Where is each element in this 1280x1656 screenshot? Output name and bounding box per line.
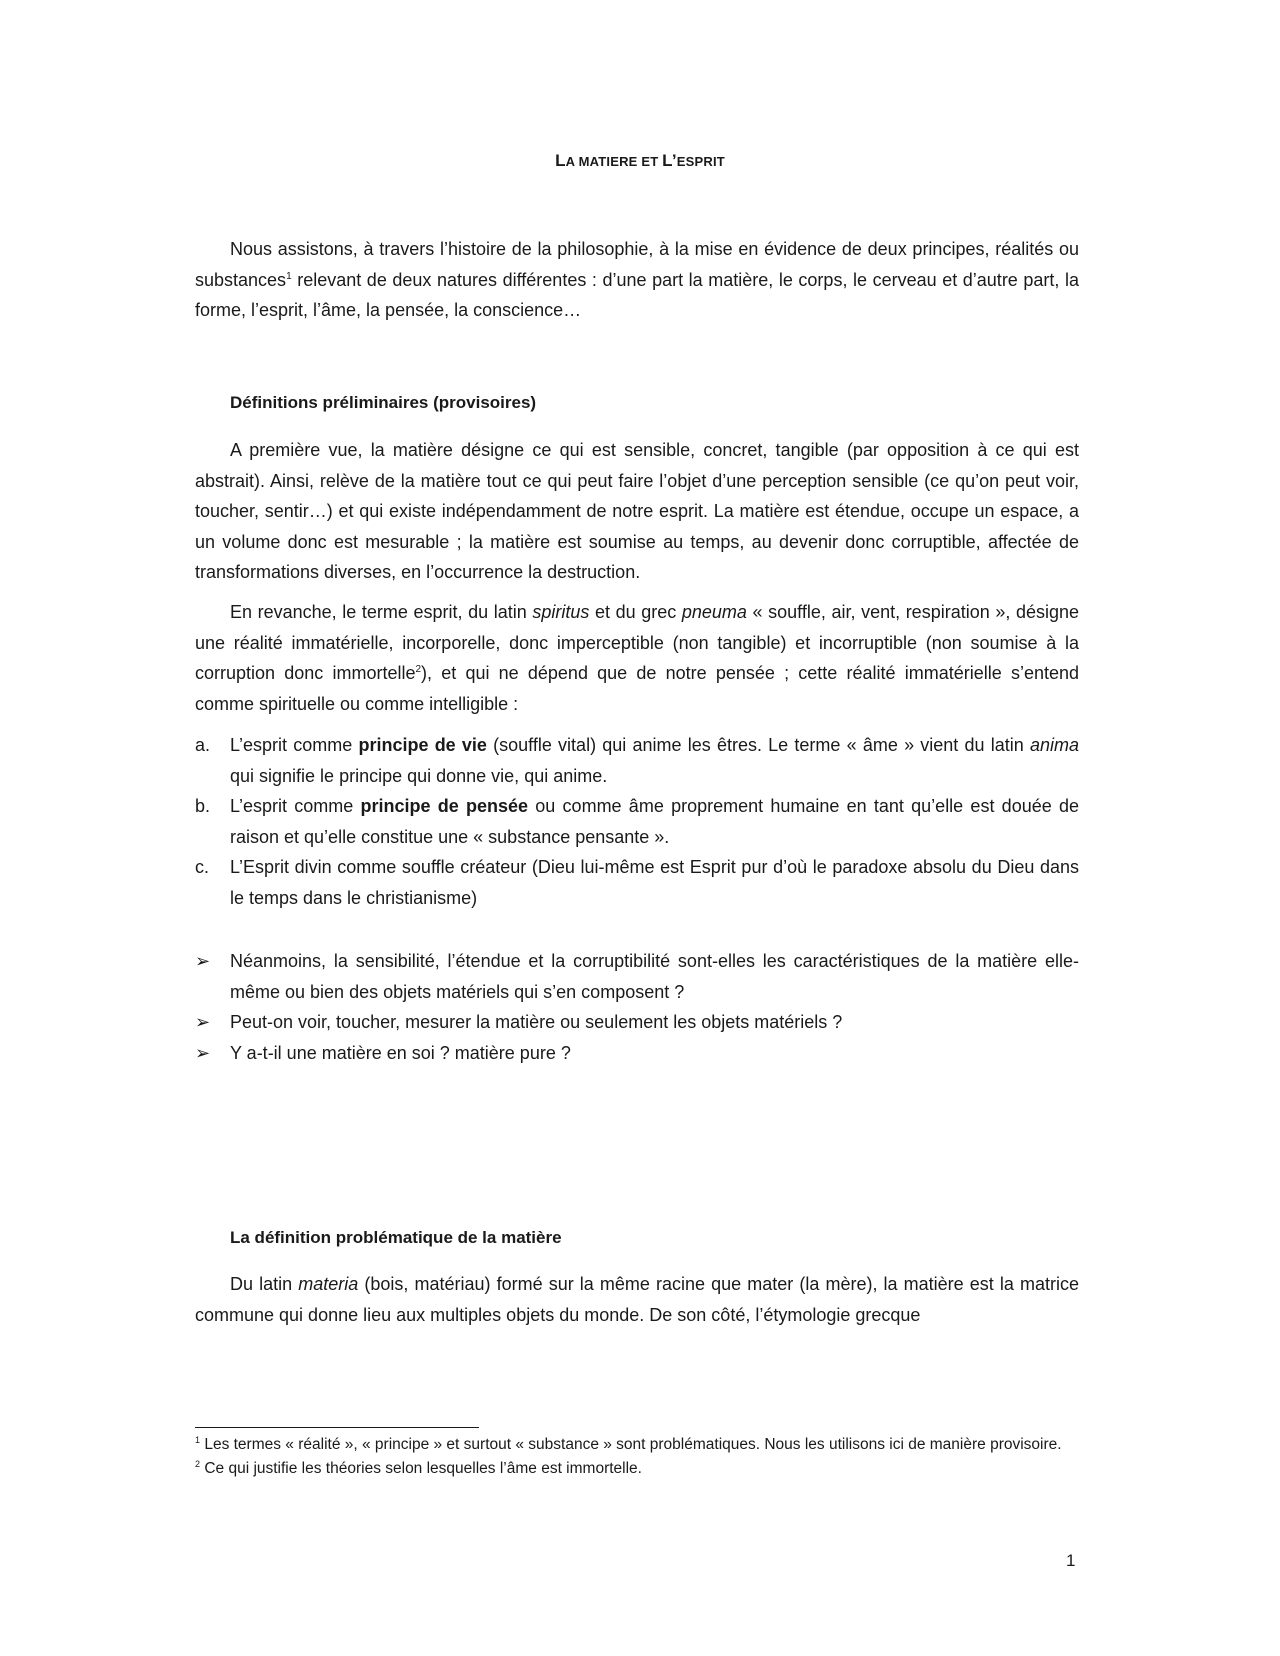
list-marker-a: a. [195,735,211,755]
page-number: 1 [1066,1551,1076,1570]
matter-paragraph: Du latin materia (bois, matériau) formé sur la même racine que mater (la mère), la matière est la matrice commune qui donne lieu aux multiples objets du monde. De son côté, l’étymologie grecque [195,1274,1079,1325]
spirit-paragraph: En revanche, le terme esprit, du latin spiritus et du grec pneuma « souffle, air, vent, respiration », désigne une réalité immatérielle, incorporelle, donc imperceptible (non tangible) et incorruptible (non soumise à la corruption donc immortelle$^2$), et qui ne dépend que de notre pensée ; cette réalité immatérielle s’entend comme spirituelle ou comme intelligible : [195,602,1079,714]
question-item: ➢ Y a-t-il une matière en soi ? matière pure ? [195,1038,1079,1069]
questions-list [195,946,1079,1068]
definitions-paragraph: A première vue, la matière désigne ce qui est sensible, concret, tangible (par opposition à ce qui est abstrait). Ainsi, relève de la matière tout ce qui peut faire l’objet d’une perception sensible (ce qu’on peut voir, toucher, sentir…) et qui existe indépendamment de notre esprit. La matière est étendue, occupe un espace, a un volume donc est mesurable ; la matière est soumise au temps, au devenir donc corruptible, affectée de transformations diverses, en l’occurrence la destruction. [195,440,1079,582]
section-heading-matter: La définition problématique de la matière [230,1228,562,1247]
footnote-ref-2[interactable]: 2 [415,664,422,675]
intro-paragraph: Nous assistons, à travers l’histoire de la philosophie, à la mise en évidence de deux principes, réalités ou substances$^1$ relevant de deux natures différentes : d’une part la matière, le corps, le cerveau et d’autre part, la forme, l’esprit, l’âme, la pensée, la conscience… [195,239,1079,320]
footnote-ref-1[interactable]: 1 [286,270,292,282]
list-marker-c: c. [195,857,210,877]
footnote-2: $^2$ Ce qui justifie les théories selon lesquelles l’âme est immortelle. [195,1458,642,1477]
question-item: ➢ Peut-on voir, toucher, mesurer la matière ou seulement les objets matériels ? [195,1007,1079,1038]
page-title: LA MATIERE ET L’ESPRIT [555,151,725,170]
list-item-c: c. L’Esprit divin comme souffle créateur (Dieu lui-même est Esprit pur d’où le paradoxe absolu du Dieu dans le temps dans le christianisme) [195,852,1079,913]
list-item-b: b. L’esprit comme principe de pensée ou comme âme proprement humaine en tant qu’elle est douée de raison et qu’elle constitue une « substance pensante ». [195,791,1079,852]
footnote-1: $^1$ Les termes « réalité », « principe » et surtout « substance » sont problématiques. Nous les utilisons ici de manière provisoire. [195,1434,1062,1453]
arrow-bullet-icon: ➢ [195,1012,211,1032]
list-marker-b: b. [195,796,211,816]
footnotes [195,1433,1079,1480]
list-item-a: a. L’esprit comme principe de vie (souffle vital) qui anime les êtres. Le terme « âme » vient du latin anima qui signifie le principe qui donne vie, qui anime. [195,730,1079,791]
footnote-separator [195,1427,479,1428]
arrow-bullet-icon: ➢ [195,951,211,971]
question-item: ➢ Néanmoins, la sensibilité, l’étendue et la corruptibilité sont-elles les caractéristiques de la matière elle-même ou bien des objets matériels qui s’en composent ? [195,946,1079,1007]
arrow-bullet-icon: ➢ [195,1042,211,1063]
spirit-definitions-list [195,730,1079,913]
section-heading-definitions: Définitions préliminaires (provisoires) [230,393,537,412]
